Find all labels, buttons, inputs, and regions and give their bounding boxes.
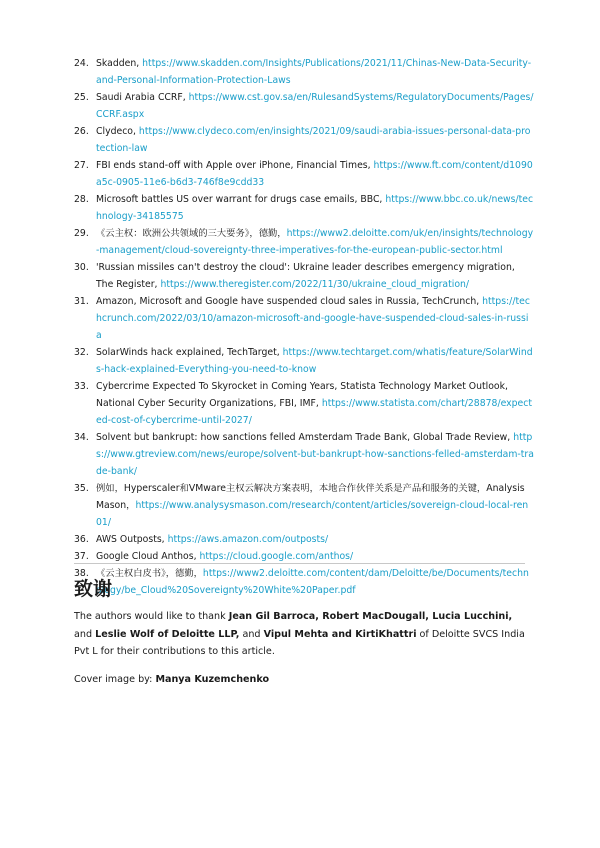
reference-link[interactable]: https://www.techtarget.com/whatis/feature/SolarWinds-hack-explained-Everything-you-need-to-know (96, 347, 533, 375)
reference-text: Microsoft battles US over warrant for drugs case emails, BBC, (96, 194, 386, 205)
reference-item (74, 344, 534, 378)
reference-number: 38. (74, 568, 89, 579)
reference-text: Saudi Arabia CCRF, (96, 92, 189, 103)
reference-link[interactable]: https://www.ft.com/content/d1090a5c-0905-11e6-b6d3-746f8e9cdd33 (96, 160, 533, 188)
reference-text: 'Russian missiles can't destroy the cloud': Ukraine leader describes emergency migration, The Register, (96, 262, 515, 290)
reference-item (74, 191, 534, 225)
reference-link[interactable]: https://techcrunch.com/2022/03/10/amazon-microsoft-and-google-have-suspended-cloud-sales-in-russia (96, 296, 530, 341)
reference-text: Skadden, (96, 58, 143, 69)
reference-item (74, 378, 534, 429)
ack-author-names: Leslie Wolf of Deloitte LLP, (95, 628, 240, 640)
reference-link[interactable]: https://www.cst.gov.sa/en/RulesandSystems/RegulatoryDocuments/Pages/CCRF.aspx (96, 92, 534, 120)
reference-number: 24. (74, 58, 89, 69)
reference-link[interactable]: https://cloud.google.com/anthos/ (199, 551, 354, 562)
reference-item (74, 480, 534, 531)
ack-text-part: The authors would like to thank (74, 611, 229, 622)
reference-number: 30. (74, 262, 89, 273)
reference-link[interactable]: https://www2.deloitte.com/content/dam/Deloitte/be/Documents/technology/be_Cloud%20Sovereignty%20White%20Paper.pdf (96, 568, 529, 596)
reference-number: 29. (74, 228, 89, 239)
reference-text: Amazon, Microsoft and Google have suspended cloud sales in Russia, TechCrunch, (96, 296, 483, 307)
reference-text: SolarWinds hack explained, TechTarget, (96, 347, 283, 358)
reference-number: 35. (74, 483, 89, 494)
reference-number: 26. (74, 126, 89, 137)
ack-author-names: Vipul Mehta and KirtiKhattri (263, 628, 417, 640)
reference-link[interactable]: https://www.analysysmason.com/research/content/articles/sovereign-cloud-local-ren01/ (96, 500, 529, 528)
reference-item (74, 293, 534, 344)
cover-image-credit (74, 671, 526, 689)
reference-item (74, 89, 534, 123)
reference-number: 27. (74, 160, 89, 171)
reference-link[interactable]: https://www.theregister.com/2022/11/30/ukraine_cloud_migration/ (160, 279, 470, 290)
cover-credit-label: Cover image by: (74, 674, 156, 685)
reference-link[interactable]: https://www.clydeco.com/en/insights/2021/09/saudi-arabia-issues-personal-data-protection-law (96, 126, 531, 154)
reference-text: FBI ends stand-off with Apple over iPhone, Financial Times, (96, 160, 374, 171)
reference-text: Cybercrime Expected To Skyrocket in Coming Years, Statista Technology Market Outlook, National Cyber Security Organizations, FBI, IMF, (96, 381, 508, 409)
reference-number: 25. (74, 92, 89, 103)
reference-link[interactable]: https://www.bbc.co.uk/news/technology-34185575 (96, 194, 534, 222)
reference-number: 28. (74, 194, 89, 205)
reference-item (74, 123, 534, 157)
reference-number: 31. (74, 296, 89, 307)
section-divider (74, 563, 525, 564)
reference-number: 36. (74, 534, 89, 545)
reference-item (74, 157, 534, 191)
reference-text: Solvent but bankrupt: how sanctions felled Amsterdam Trade Bank, Global Trade Review, (96, 432, 514, 443)
ack-text-part: and (239, 628, 264, 640)
reference-text: Clydeco, (96, 126, 139, 137)
reference-text: Google Cloud Anthos, (96, 551, 200, 562)
reference-number: 33. (74, 381, 89, 392)
reference-text: 例如，Hyperscaler和VMware主权云解决方案表明，本地合作伙伴关系是产品和服务的关键，Analysis Mason， (96, 483, 525, 511)
reference-link[interactable]: https://www.gtreview.com/news/europe/solvent-but-bankrupt-how-sanctions-felled-amsterdam-trade-bank/ (96, 432, 534, 477)
acknowledgements-text (74, 608, 526, 661)
reference-list (74, 55, 534, 599)
reference-text: AWS Outposts, (96, 534, 168, 545)
acknowledgements-title: 致谢 (74, 578, 113, 600)
reference-number: 32. (74, 347, 89, 358)
reference-item (74, 565, 534, 599)
reference-link[interactable]: https://www.skadden.com/Insights/Publications/2021/11/Chinas-New-Data-Security-and-Personal-Information-Protection-Laws (96, 58, 532, 86)
ack-author-names: Jean Gil Barroca, Robert MacDougall, Lucia Lucchini, (228, 611, 513, 622)
reference-link[interactable]: https://www2.deloitte.com/uk/en/insights/technology-management/cloud-sovereignty-three-imperatives-for-the-european-public-sector.html (96, 228, 534, 256)
reference-number: 34. (74, 432, 89, 443)
ack-text-part: of Deloitte SVCS India Pvt L for their contributions to this article. (74, 628, 525, 657)
reference-item (74, 225, 534, 259)
reference-item (74, 531, 534, 548)
reference-link[interactable]: https://www.statista.com/chart/28878/expected-cost-of-cybercrime-until-2027/ (96, 398, 533, 426)
cover-credit-name: Manya Kuzemchenko (155, 674, 270, 685)
reference-text: 《云主权：欧洲公共领域的三大要务》，德勤， (96, 228, 287, 239)
reference-item (74, 259, 534, 293)
reference-text: 《云主权白皮书》，德勤， (96, 568, 203, 579)
reference-item (74, 429, 534, 480)
reference-item (74, 55, 534, 89)
reference-number: 37. (74, 551, 89, 562)
reference-link[interactable]: https://aws.amazon.com/outposts/ (167, 534, 329, 545)
ack-text-part: and (74, 628, 96, 640)
